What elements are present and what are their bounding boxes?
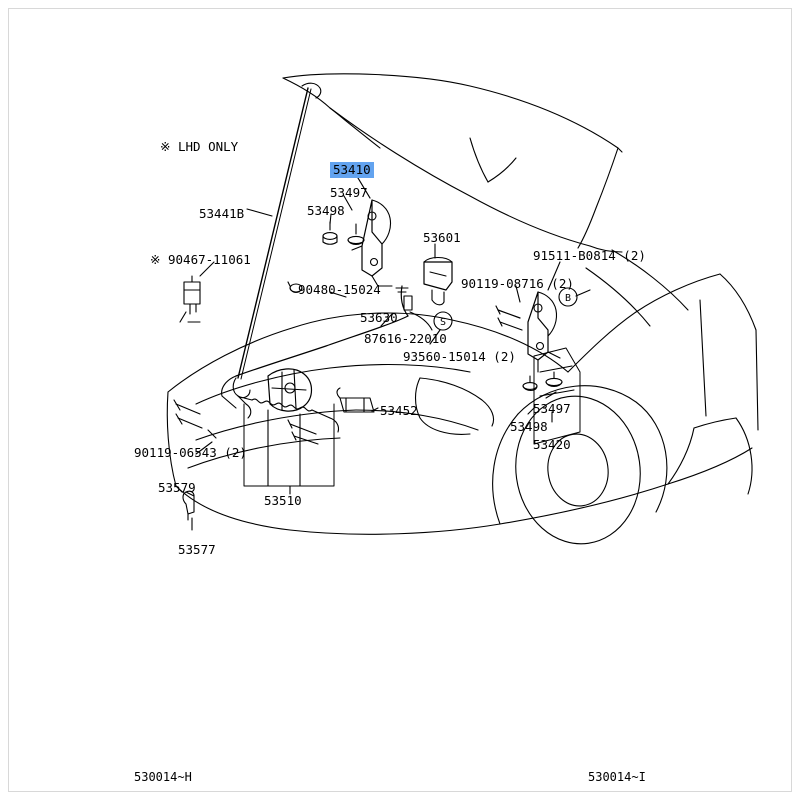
circle-mark-s: S — [439, 317, 447, 328]
circle-mark-b: B — [564, 293, 572, 304]
part-label-53420[interactable]: 53420 — [533, 437, 571, 452]
part-label-53410[interactable]: 53410 — [330, 162, 374, 178]
part-label-91511-b0814[interactable]: 91511-B0814 (2) — [533, 248, 646, 263]
part-label-53452[interactable]: 53452 — [380, 403, 418, 418]
part-label-87616-22010[interactable]: 87616-22010 — [364, 331, 447, 346]
part-label-53497-top[interactable]: 53497 — [330, 185, 368, 200]
part-label-90467-11061[interactable]: ※ 90467-11061 — [150, 252, 251, 267]
part-label-53498-top[interactable]: 53498 — [307, 203, 345, 218]
part-label-90119-08716[interactable]: 90119-08716 (2) — [461, 276, 574, 291]
note-lhd-only: ※ LHD ONLY — [160, 139, 239, 154]
part-label-53441b[interactable]: 53441B — [199, 206, 245, 221]
footer-right: 530014~I — [588, 770, 646, 784]
part-label-53601[interactable]: 53601 — [423, 230, 461, 245]
part-label-53579[interactable]: 53579 — [158, 480, 196, 495]
part-label-53630[interactable]: 53630 — [360, 310, 398, 325]
part-label-90119-06543[interactable]: 90119-06543 (2) — [134, 445, 247, 460]
part-label-53498-right[interactable]: 53498 — [510, 419, 548, 434]
part-label-90480-15024[interactable]: 90480-15024 — [298, 282, 381, 297]
part-label-53497-right[interactable]: 53497 — [533, 401, 571, 416]
part-label-93560-15014[interactable]: 93560-15014 (2) — [403, 349, 516, 364]
part-label-53510[interactable]: 53510 — [264, 493, 302, 508]
part-label-53577[interactable]: 53577 — [178, 542, 216, 557]
footer-left: 530014~H — [134, 770, 192, 784]
